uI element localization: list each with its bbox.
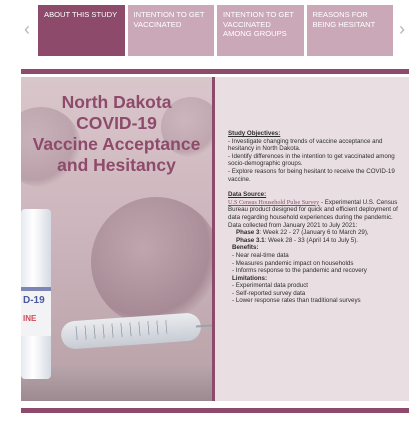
source-heading: Data Source: xyxy=(228,191,267,199)
vial-label-subtext: INE xyxy=(23,314,37,323)
limitation-item: - Experimental data product xyxy=(232,282,309,290)
info-text xyxy=(228,130,406,305)
benefits-heading: Benefits: xyxy=(232,244,259,252)
objective-item: - Explore reasons for being hesitant to receive the COVID-19 vaccine. xyxy=(228,167,395,183)
main-panel xyxy=(21,77,409,401)
hero-image xyxy=(21,77,212,401)
objective-item: - Investigate changing trends of vaccine acceptance and hesitancy in North Dakota. xyxy=(228,137,383,153)
tab-intention-among-groups[interactable]: INTENTION TO GET VACCINATED AMONG GROUPS xyxy=(217,5,304,56)
phase-3 xyxy=(228,229,406,237)
tab-about-this-study[interactable]: ABOUT THIS STUDY xyxy=(38,5,125,56)
vial-label-text: D-19 xyxy=(23,295,45,306)
phase-3-1-text: : Week 28 - 33 (April 14 to July 5). xyxy=(264,236,358,244)
hero-title xyxy=(21,92,212,176)
hero-title-line: North Dakota xyxy=(61,92,172,112)
phase-3-1-label: Phase 3.1 xyxy=(236,236,265,244)
syringe-needle xyxy=(196,324,212,327)
phase-3-text: : Week 22 - 27 (January 6 to March 29), xyxy=(259,229,369,237)
census-survey-link[interactable]: U.S Census Household Pulse Survey xyxy=(228,198,320,206)
tab-reasons-for-being-hesitant[interactable]: REASONS FOR BEING HESITANT xyxy=(307,5,394,56)
hero-title-line: Vaccine Acceptance xyxy=(32,134,201,154)
top-divider xyxy=(21,69,409,74)
objectives-heading: Study Objectives: xyxy=(228,130,281,137)
limitation-item: - Self-reported survey data xyxy=(232,289,306,297)
source-desc-text: - Experimental U.S. Census Bureau product designed for quick and efficient deployment of data regarding household experiences during the pandemic. xyxy=(228,198,398,221)
benefit-item: - Near real-time data xyxy=(232,251,289,259)
source-description xyxy=(228,199,406,222)
limitations-heading: Limitations: xyxy=(232,274,268,282)
hero-title-line: and Hesitancy xyxy=(57,155,176,175)
bottom-divider xyxy=(21,408,409,413)
benefit-item: - Informs response to the pandemic and recovery xyxy=(232,267,367,275)
limitation-item: - Lower response rates than traditional surveys xyxy=(232,297,361,305)
chevron-left-icon[interactable]: ‹ xyxy=(24,19,30,39)
hero-title-line: COVID-19 xyxy=(76,113,157,133)
virus-illustration xyxy=(91,197,212,327)
chevron-right-icon[interactable]: › xyxy=(399,19,405,39)
tab-intention-to-get-vaccinated[interactable]: INTENTION TO GET VACCINATED xyxy=(128,5,215,56)
phase-3-1 xyxy=(228,237,406,245)
phase-3-label: Phase 3 xyxy=(236,229,260,237)
tab-bar xyxy=(38,5,393,56)
info-panel xyxy=(215,77,409,401)
collection-text: Data collected from January 2021 to July 2021: xyxy=(228,221,358,229)
objective-item: - Identify differences in the intention to get vaccinated among socio-demographic groups. xyxy=(228,152,395,168)
benefit-item: - Measures pandemic impact on households xyxy=(232,259,354,267)
